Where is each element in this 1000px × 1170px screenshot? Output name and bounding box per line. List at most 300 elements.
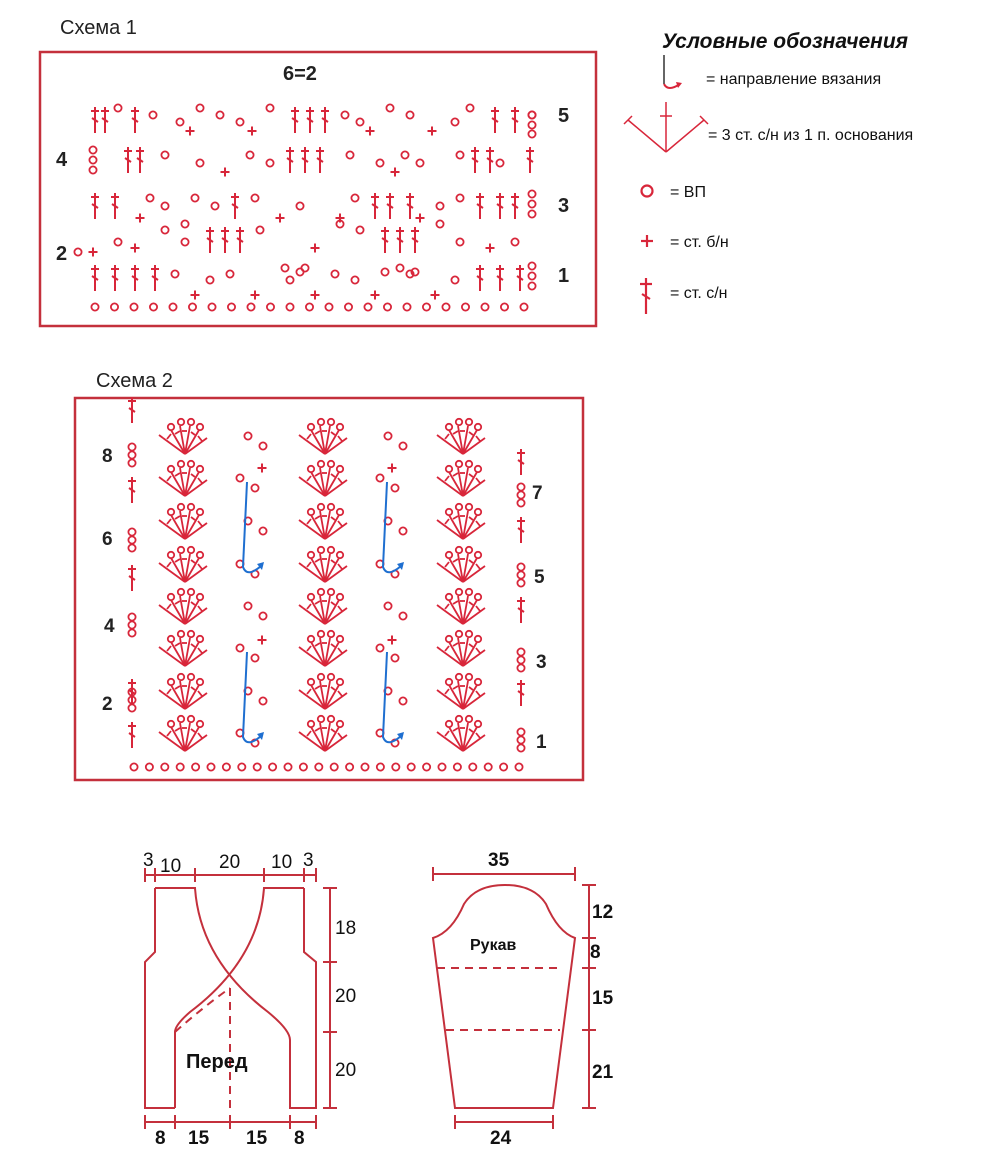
chain-stitch-mark (501, 303, 508, 310)
single-crochet-mark (486, 244, 495, 253)
double-crochet-mark (111, 193, 119, 219)
chain-stitch-mark (254, 763, 261, 770)
double-crochet-mark (136, 147, 144, 173)
sleeve-dimension-label: 21 (592, 1062, 614, 1083)
double-crochet-mark (381, 227, 389, 253)
double-crochet-mark (517, 680, 525, 706)
front-pattern-label: Перед (186, 1051, 248, 1073)
front-dimension-label: 10 (271, 852, 293, 873)
chain-stitch-mark (246, 151, 253, 158)
chain-stitch-mark (356, 226, 363, 233)
chain-stitch-mark (456, 194, 463, 201)
chain-stitch-mark (384, 602, 391, 609)
double-crochet-mark (111, 265, 119, 291)
double-crochet-fan-mark (159, 504, 207, 539)
chain-stitch-mark (399, 442, 406, 449)
double-crochet-fan-mark (437, 504, 485, 539)
double-crochet-fan-mark (437, 631, 485, 666)
chain-stitch-mark (192, 763, 199, 770)
chain-stitch-mark (517, 491, 524, 498)
double-crochet-fan-mark (299, 419, 347, 454)
scheme2-row-label: 8 (102, 446, 113, 467)
double-crochet-fan-mark (159, 674, 207, 709)
chain-stitch-mark (286, 303, 293, 310)
sleeve-pattern (433, 867, 596, 1129)
direction-arrow-mark (383, 652, 401, 742)
single-crochet-mark (248, 127, 257, 136)
front-dimension-label: 8 (155, 1128, 166, 1149)
chain-stitch-mark (331, 763, 338, 770)
chain-stitch-mark (228, 303, 235, 310)
chain-stitch-mark (396, 264, 403, 271)
chain-stitch-mark (454, 763, 461, 770)
single-crochet-mark (251, 291, 260, 300)
double-crochet-mark (517, 449, 525, 475)
chain-stitch-mark (517, 579, 524, 586)
double-crochet-mark (511, 107, 519, 133)
single-crochet-mark (191, 291, 200, 300)
chain-stitch-mark (528, 272, 535, 279)
chain-stitch-mark (161, 151, 168, 158)
chain-stitch-mark (259, 697, 266, 704)
chain-stitch-mark (130, 303, 137, 310)
double-crochet-fan-mark (159, 631, 207, 666)
front-dimension-label: 15 (246, 1128, 268, 1149)
double-crochet-fan-mark (437, 461, 485, 496)
chain-stitch-mark (528, 200, 535, 207)
scheme1-row-label: 3 (558, 195, 570, 217)
double-crochet-mark (306, 107, 314, 133)
single-crochet-mark (391, 168, 400, 177)
double-crochet-fan-mark (159, 419, 207, 454)
chain-stitch-mark (346, 763, 353, 770)
chain-stitch-mark (208, 303, 215, 310)
double-crochet-mark (101, 107, 109, 133)
chain-stitch-mark (226, 270, 233, 277)
scheme1-stitch-chart (74, 104, 535, 310)
chain-stitch-mark (517, 728, 524, 735)
chain-stitch-mark (128, 451, 135, 458)
sleeve-dimension-label: 15 (592, 988, 614, 1009)
chain-stitch-mark (251, 194, 258, 201)
double-crochet-mark (221, 227, 229, 253)
double-crochet-fan-mark (299, 461, 347, 496)
double-crochet-icon (640, 278, 652, 314)
chain-stitch-mark (89, 156, 96, 163)
front-dimension-label: 3 (303, 850, 314, 871)
double-crochet-mark (236, 227, 244, 253)
chain-stitch-mark (150, 303, 157, 310)
front-dimension-label: 15 (188, 1128, 210, 1149)
scheme1-title: Схема 1 (60, 17, 137, 39)
single-crochet-mark (388, 636, 397, 645)
double-crochet-mark (476, 265, 484, 291)
single-crochet-mark (428, 127, 437, 136)
chain-stitch-mark (236, 118, 243, 125)
chain-stitch-mark (416, 159, 423, 166)
double-crochet-fan-mark (159, 461, 207, 496)
scheme2-stitch-chart (128, 397, 525, 771)
chain-stitch-mark (391, 654, 398, 661)
chain-stitch-mark (462, 303, 469, 310)
chain-stitch-mark (161, 226, 168, 233)
chain-stitch-mark (361, 763, 368, 770)
double-crochet-fan-mark (437, 589, 485, 624)
chain-stitch-mark (89, 146, 96, 153)
double-crochet-mark (131, 265, 139, 291)
chain-stitch-icon (642, 186, 653, 197)
front-dimension-label: 3 (143, 850, 154, 871)
chain-stitch-mark (386, 104, 393, 111)
chain-stitch-mark (356, 118, 363, 125)
chain-stitch-mark (341, 111, 348, 118)
chain-stitch-mark (111, 303, 118, 310)
chain-stitch-mark (456, 151, 463, 158)
chain-stitch-mark (296, 202, 303, 209)
chain-stitch-mark (196, 104, 203, 111)
chain-stitch-mark (266, 159, 273, 166)
double-crochet-fan-mark (159, 547, 207, 582)
chain-stitch-mark (176, 118, 183, 125)
double-crochet-fan-mark (299, 716, 347, 751)
double-crochet-mark (511, 193, 519, 219)
double-crochet-mark (486, 147, 494, 173)
chain-stitch-mark (408, 763, 415, 770)
chain-stitch-mark (399, 527, 406, 534)
chain-stitch-mark (517, 744, 524, 751)
chain-stitch-mark (74, 248, 81, 255)
front-dimension-label: 20 (335, 986, 357, 1007)
front-dimension-label: 10 (160, 856, 182, 877)
single-crochet-mark (311, 244, 320, 253)
chain-stitch-mark (114, 238, 121, 245)
front-dimension-label: 18 (335, 918, 357, 939)
chain-stitch-mark (207, 763, 214, 770)
single-crochet-icon (641, 235, 653, 247)
chain-stitch-mark (286, 276, 293, 283)
chain-stitch-mark (528, 190, 535, 197)
chain-stitch-mark (438, 763, 445, 770)
chain-stitch-mark (196, 159, 203, 166)
single-crochet-mark (366, 127, 375, 136)
chain-stitch-mark (281, 264, 288, 271)
chain-stitch-mark (223, 763, 230, 770)
double-crochet-mark (206, 227, 214, 253)
chain-stitch-mark (399, 697, 406, 704)
chain-stitch-mark (89, 166, 96, 173)
double-crochet-mark (128, 722, 136, 748)
chain-stitch-mark (91, 303, 98, 310)
double-crochet-mark (496, 265, 504, 291)
chain-stitch-mark (496, 159, 503, 166)
chain-stitch-mark (189, 303, 196, 310)
double-crochet-mark (286, 147, 294, 173)
sleeve-dimension-label: 12 (592, 902, 614, 923)
chain-stitch-mark (259, 527, 266, 534)
scheme2-row-label: 2 (102, 694, 113, 715)
chain-stitch-mark (517, 648, 524, 655)
chain-stitch-mark (517, 571, 524, 578)
chain-stitch-mark (442, 303, 449, 310)
chain-stitch-mark (423, 303, 430, 310)
chain-stitch-mark (306, 303, 313, 310)
chain-stitch-mark (269, 763, 276, 770)
chain-stitch-mark (149, 111, 156, 118)
chain-stitch-mark (256, 226, 263, 233)
single-crochet-mark (131, 244, 140, 253)
double-crochet-mark (526, 147, 534, 173)
chain-stitch-mark (485, 763, 492, 770)
double-crochet-mark (124, 147, 132, 173)
chain-stitch-mark (517, 664, 524, 671)
chain-stitch-mark (114, 104, 121, 111)
sleeve-dimension-label: 24 (490, 1128, 512, 1149)
double-crochet-mark (128, 565, 136, 591)
chain-stitch-mark (451, 276, 458, 283)
scheme1-row-label: 1 (558, 265, 570, 287)
chain-stitch-mark (259, 612, 266, 619)
chain-stitch-mark (216, 111, 223, 118)
chain-stitch-mark (436, 220, 443, 227)
double-crochet-fan-mark (299, 674, 347, 709)
double-crochet-fan-mark (437, 547, 485, 582)
chain-stitch-mark (517, 736, 524, 743)
double-crochet-fan-mark (437, 419, 485, 454)
chain-stitch-mark (528, 121, 535, 128)
chain-stitch-mark (236, 644, 243, 651)
chain-stitch-mark (331, 270, 338, 277)
scheme2-row-label: 4 (104, 616, 115, 637)
chain-stitch-mark (130, 763, 137, 770)
chain-stitch-mark (517, 563, 524, 570)
chain-stitch-mark (251, 484, 258, 491)
scheme1-repeat-label: 6=2 (283, 63, 317, 85)
chain-stitch-mark (481, 303, 488, 310)
single-crochet-mark (431, 291, 440, 300)
chain-stitch-mark (528, 111, 535, 118)
chain-stitch-mark (247, 303, 254, 310)
chain-stitch-mark (128, 459, 135, 466)
chain-stitch-mark (406, 111, 413, 118)
chain-stitch-mark (146, 763, 153, 770)
scheme2-row-label: 3 (536, 652, 547, 673)
legend-item-text: = ст. б/н (670, 234, 729, 251)
legend-item-text: = 3 ст. с/н из 1 п. основания (708, 127, 914, 144)
single-crochet-mark (186, 127, 195, 136)
chain-stitch-mark (146, 194, 153, 201)
chain-stitch-mark (377, 763, 384, 770)
chain-stitch-mark (267, 303, 274, 310)
double-crochet-mark (128, 477, 136, 503)
single-crochet-mark (276, 214, 285, 223)
chain-stitch-mark (403, 303, 410, 310)
chain-stitch-mark (206, 276, 213, 283)
front-pattern (145, 868, 337, 1129)
double-crochet-mark (517, 517, 525, 543)
double-crochet-mark (321, 107, 329, 133)
scheme2-row-label: 6 (102, 529, 113, 550)
chain-stitch-mark (469, 763, 476, 770)
chain-stitch-mark (351, 194, 358, 201)
chain-stitch-mark (520, 303, 527, 310)
single-crochet-mark (388, 464, 397, 473)
double-crochet-fan-mark (299, 547, 347, 582)
direction-arrow-mark (243, 482, 261, 572)
legend-item-text: = ВП (670, 184, 706, 201)
chain-stitch-mark (128, 536, 135, 543)
chain-stitch-mark (500, 763, 507, 770)
double-crochet-mark (386, 193, 394, 219)
three-dc-cluster-icon (624, 102, 708, 152)
double-crochet-mark (496, 193, 504, 219)
chain-stitch-mark (284, 763, 291, 770)
chain-stitch-mark (345, 303, 352, 310)
chain-stitch-mark (391, 484, 398, 491)
double-crochet-mark (316, 147, 324, 173)
double-crochet-mark (471, 147, 479, 173)
chain-stitch-mark (399, 612, 406, 619)
chain-stitch-mark (325, 303, 332, 310)
scheme2-row-label: 1 (536, 732, 547, 753)
chain-stitch-mark (381, 268, 388, 275)
double-crochet-fan-mark (299, 589, 347, 624)
chain-stitch-mark (259, 442, 266, 449)
double-crochet-mark (406, 193, 414, 219)
double-crochet-mark (411, 227, 419, 253)
chain-stitch-mark (376, 159, 383, 166)
double-crochet-mark (131, 107, 139, 133)
chain-stitch-mark (128, 613, 135, 620)
chain-stitch-mark (392, 763, 399, 770)
chain-stitch-mark (528, 262, 535, 269)
chain-stitch-mark (181, 220, 188, 227)
scheme2-row-label: 5 (534, 567, 545, 588)
double-crochet-mark (151, 265, 159, 291)
chain-stitch-mark (511, 238, 518, 245)
front-dimension-label: 20 (335, 1060, 357, 1081)
chain-stitch-mark (528, 210, 535, 217)
scheme2-row-label: 7 (532, 483, 543, 504)
double-crochet-mark (517, 597, 525, 623)
double-crochet-mark (516, 265, 524, 291)
chain-stitch-mark (384, 432, 391, 439)
chain-stitch-mark (315, 763, 322, 770)
double-crochet-fan-mark (159, 716, 207, 751)
single-crochet-mark (136, 214, 145, 223)
legend-item-text: = ст. с/н (670, 285, 728, 302)
chain-stitch-mark (515, 763, 522, 770)
sleeve-dimension-label: 35 (488, 850, 510, 871)
double-crochet-fan-mark (159, 589, 207, 624)
chain-stitch-mark (517, 656, 524, 663)
double-crochet-fan-mark (437, 674, 485, 709)
chain-stitch-mark (251, 654, 258, 661)
legend-title: Условные обозначения (662, 30, 909, 53)
chain-stitch-mark (384, 303, 391, 310)
chain-stitch-mark (436, 202, 443, 209)
double-crochet-fan-mark (437, 716, 485, 751)
chain-stitch-mark (351, 276, 358, 283)
single-crochet-mark (89, 248, 98, 257)
chain-stitch-mark (244, 432, 251, 439)
single-crochet-mark (416, 214, 425, 223)
chain-stitch-mark (128, 704, 135, 711)
single-crochet-mark (311, 291, 320, 300)
chain-stitch-mark (451, 118, 458, 125)
chain-stitch-mark (517, 483, 524, 490)
chain-stitch-mark (346, 151, 353, 158)
chain-stitch-mark (128, 621, 135, 628)
scheme1-frame (40, 52, 596, 326)
scheme1-row-label: 2 (56, 243, 68, 265)
scheme2-title: Схема 2 (96, 370, 173, 392)
chain-stitch-mark (376, 644, 383, 651)
chain-stitch-mark (423, 763, 430, 770)
double-crochet-mark (91, 107, 99, 133)
double-crochet-mark (231, 193, 239, 219)
legend-item-text: = направление вязания (706, 71, 882, 88)
sleeve-pattern-label: Рукав (470, 937, 517, 954)
double-crochet-mark (371, 193, 379, 219)
chain-stitch-mark (128, 544, 135, 551)
chain-stitch-mark (211, 202, 218, 209)
chain-stitch-mark (161, 763, 168, 770)
front-dimension-label: 8 (294, 1128, 305, 1149)
chain-stitch-mark (171, 270, 178, 277)
chain-stitch-mark (244, 602, 251, 609)
double-crochet-mark (491, 107, 499, 133)
direction-arrow-mark (383, 482, 401, 572)
direction-arrow-icon (664, 55, 682, 88)
chain-stitch-mark (528, 282, 535, 289)
double-crochet-mark (301, 147, 309, 173)
chain-stitch-mark (517, 499, 524, 506)
double-crochet-fan-mark (299, 504, 347, 539)
double-crochet-mark (128, 397, 136, 423)
chain-stitch-mark (456, 238, 463, 245)
double-crochet-mark (291, 107, 299, 133)
scheme1-row-label: 4 (56, 149, 68, 171)
chain-stitch-mark (128, 528, 135, 535)
chain-stitch-mark (528, 130, 535, 137)
chain-stitch-mark (128, 443, 135, 450)
chain-stitch-mark (301, 264, 308, 271)
double-crochet-mark (476, 193, 484, 219)
chain-stitch-mark (161, 202, 168, 209)
chain-stitch-mark (266, 104, 273, 111)
single-crochet-mark (221, 168, 230, 177)
single-crochet-mark (258, 636, 267, 645)
chain-stitch-mark (300, 763, 307, 770)
double-crochet-mark (396, 227, 404, 253)
single-crochet-mark (371, 291, 380, 300)
chain-stitch-mark (466, 104, 473, 111)
chain-stitch-mark (401, 151, 408, 158)
scheme1-row-label: 5 (558, 105, 570, 127)
single-crochet-mark (258, 464, 267, 473)
direction-arrow-mark (243, 652, 261, 742)
chain-stitch-mark (169, 303, 176, 310)
chain-stitch-mark (376, 474, 383, 481)
double-crochet-mark (91, 265, 99, 291)
chain-stitch-mark (191, 194, 198, 201)
sleeve-dimension-label: 8 (590, 942, 601, 963)
chain-stitch-mark (364, 303, 371, 310)
chain-stitch-mark (238, 763, 245, 770)
chain-stitch-mark (181, 238, 188, 245)
front-dimension-label: 20 (219, 852, 241, 873)
chain-stitch-mark (128, 629, 135, 636)
